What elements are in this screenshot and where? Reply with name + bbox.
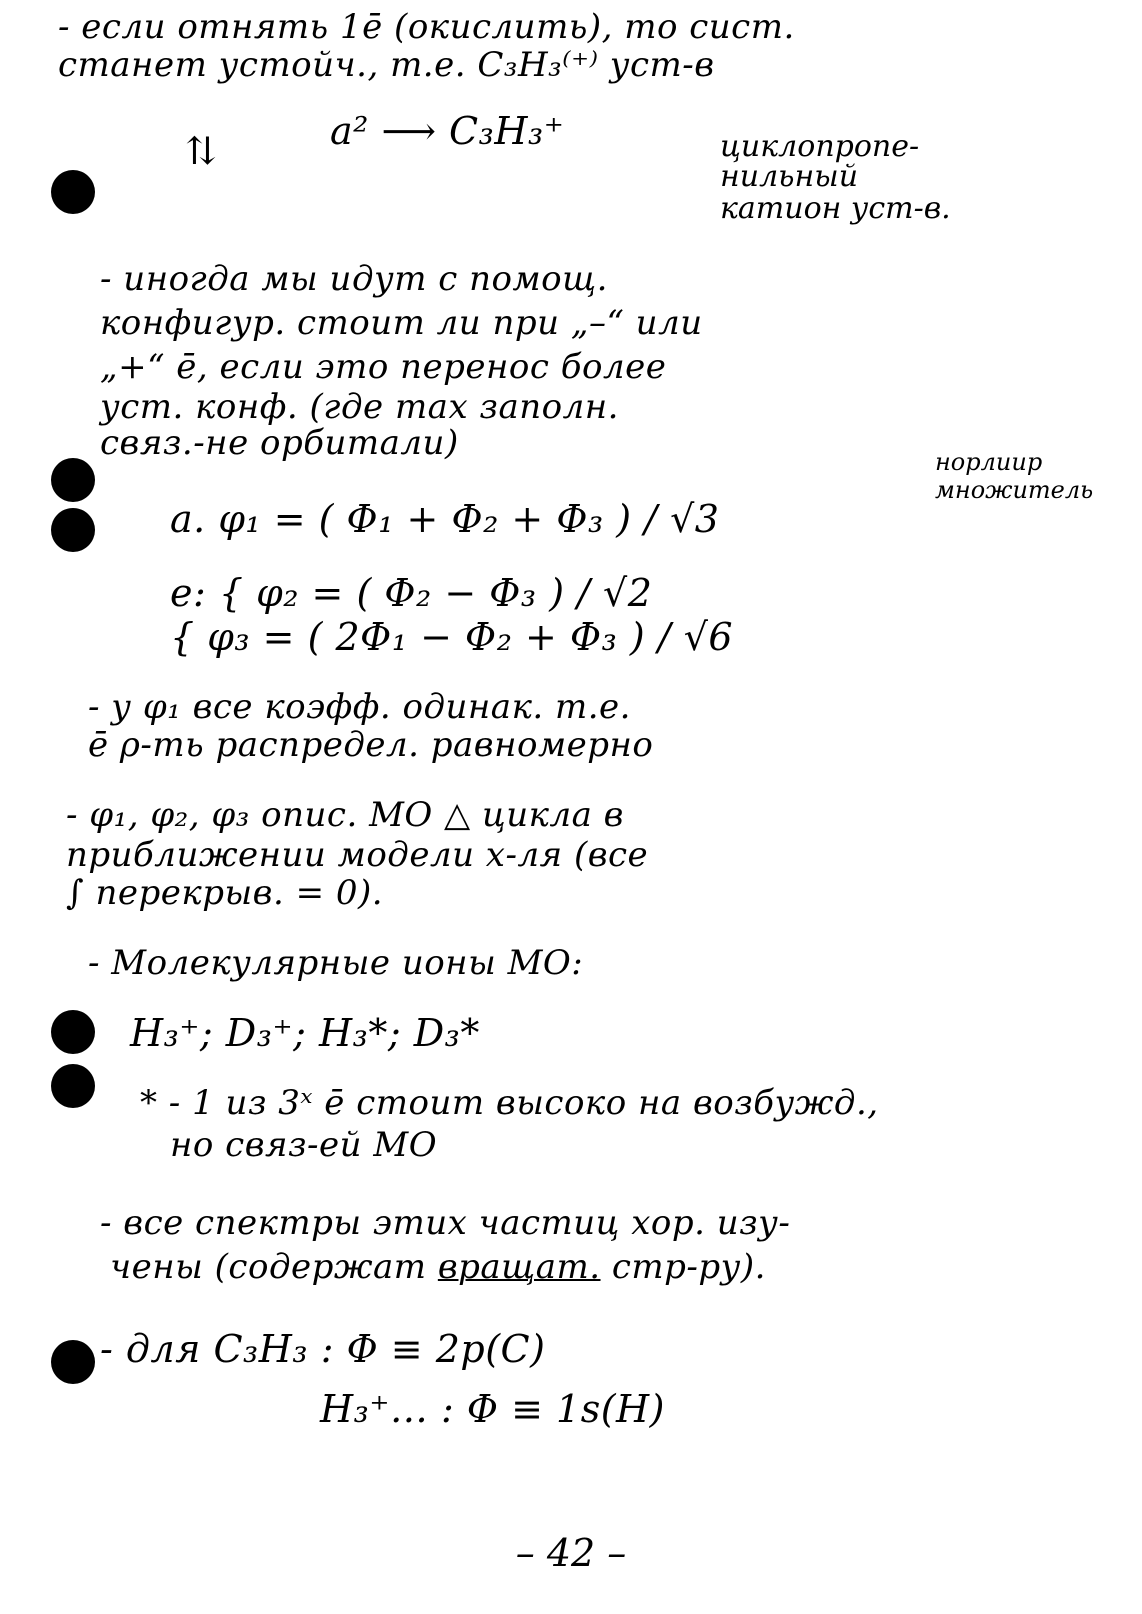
text-line: но связ-ей МО [170, 1125, 438, 1165]
text-line: станет устойч., т.е. C₃H₃⁽⁺⁾ уст-в [58, 45, 715, 85]
equation-line: a. φ₁ = ( Φ₁ + Φ₂ + Φ₃ ) / √3 [170, 497, 720, 541]
text-line: „+“ ē, если это перенос более [100, 347, 667, 387]
text-line: - φ₁, φ₂, φ₃ опис. МО △ цикла в [66, 795, 624, 835]
formula-line: a² ⟶ C₃H₃⁺ [330, 109, 565, 153]
formula-line: H₃⁺… : Φ ≡ 1s(H) [320, 1387, 666, 1431]
side-note: норлиир [935, 448, 1043, 476]
text-line: - все спектры этих частиц хор. изу- [100, 1203, 791, 1243]
text-line: * - 1 из 3ˣ ē стоит высоко на возбужд., [140, 1083, 879, 1123]
page-number: – 42 – [515, 1531, 627, 1575]
side-note: катион уст-в. [720, 191, 951, 226]
formula-line: - для C₃H₃ : Φ ≡ 2p(C) [100, 1327, 546, 1371]
text-line: уст. конф. (где max заполн. [100, 387, 619, 427]
text-line: - иногда мы идут с помощ. [100, 259, 608, 299]
underlined-word: вращат. [437, 1247, 601, 1287]
formula-line: H₃⁺; D₃⁺; H₃*; D₃* [130, 1011, 480, 1055]
text-line: - если отнять 1ē (окислить), то сист. [58, 7, 795, 47]
text-line: связ.-не орбитали) [100, 423, 459, 463]
bullet-dot [51, 458, 95, 502]
text-line: конфигур. стоит ли при „–“ или [100, 303, 703, 343]
side-note: циклопропе- [720, 129, 920, 164]
text-line: - у φ₁ все коэфф. одинак. т.е. [88, 687, 631, 727]
equation-line: { φ₃ = ( 2Φ₁ − Φ₂ + Φ₃ ) / √6 [170, 615, 734, 659]
text-line [110, 1247, 766, 1287]
side-note: множитель [935, 476, 1094, 504]
side-note: нильный [720, 159, 859, 194]
text-line: ∫ перекрыв. = 0). [66, 873, 384, 913]
bullet-dot [51, 170, 95, 214]
orbital-diagram: ⇅ [185, 129, 218, 173]
bullet-dot [51, 508, 95, 552]
bullet-dot [51, 1064, 95, 1108]
bullet-dot [51, 1010, 95, 1054]
equation-line: e: { φ₂ = ( Φ₂ − Φ₃ ) / √2 [170, 571, 653, 615]
text-fragment: чены (содержат [110, 1247, 438, 1287]
text-line: - Молекулярные ионы МО: [88, 943, 584, 983]
text-line: приближении модели х-ля (все [66, 835, 649, 875]
bullet-dot [51, 1340, 95, 1384]
text-line: ē ρ-ть распредел. равномерно [88, 725, 654, 765]
text-fragment: стр-ру). [600, 1247, 766, 1287]
